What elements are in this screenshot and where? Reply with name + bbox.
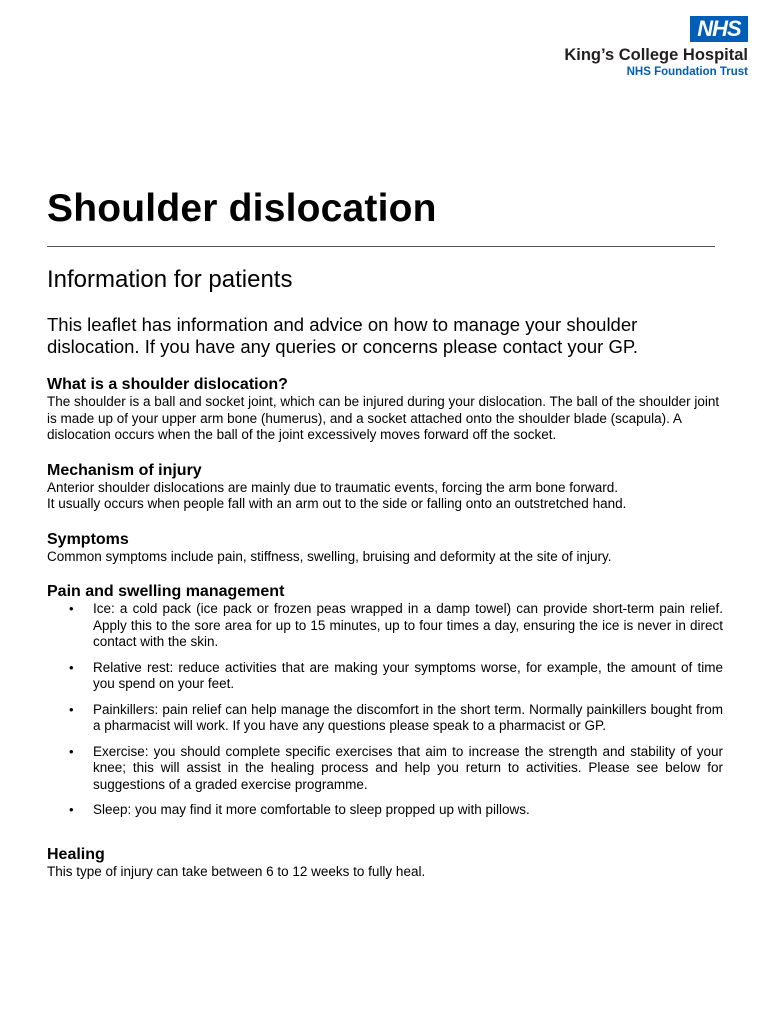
bullet-icon: • xyxy=(69,659,74,675)
section-body: This type of injury can take between 6 to 12 weeks to fully heal. xyxy=(47,863,426,879)
section-healing xyxy=(47,845,723,881)
list-item: • Relative rest: reduce activities that are making your symptoms worse, for example, the amount of time you spend on your feet. xyxy=(69,659,723,691)
title-divider xyxy=(47,246,715,247)
management-list xyxy=(47,601,723,819)
section-heading: Pain and swelling management xyxy=(47,583,285,600)
bullet-icon: • xyxy=(69,802,74,817)
intro-paragraph: This leaflet has information and advice on how to manage your shoulder dislocation. If you have any queries or concerns please contact your GP. xyxy=(47,314,638,357)
list-item: • Ice: a cold pack (ice pack or frozen peas wrapped in a damp towel) can provide short-term pain relief. Apply this to the sore area for up to 15 minutes, up to four times a day, ensuring the ice is never in direct contact with the skin. xyxy=(69,601,723,649)
hospital-logo xyxy=(518,16,748,80)
page-title: Shoulder dislocation xyxy=(47,187,437,230)
section-heading: Mechanism of injury xyxy=(47,461,202,479)
section-symptoms xyxy=(47,530,723,566)
trust-name: NHS Foundation Trust xyxy=(626,66,748,78)
section-pain-management xyxy=(47,582,723,819)
section-body: The shoulder is a ball and socket joint, which can be injured during your dislocation. The ball of the shoulder joint is made up of your upper arm bone (humerus), and a socket attached onto the shoulder blade (scapula). A dislocation occurs when the ball of the joint excessively moves forward off the socket. xyxy=(47,394,720,442)
list-item: • Sleep: you may find it more comfortable to sleep propped up with pillows. xyxy=(69,802,530,817)
section-mechanism xyxy=(47,461,723,513)
nhs-logo-badge: NHS xyxy=(690,16,748,42)
section-heading: What is a shoulder dislocation? xyxy=(47,376,288,393)
section-what-is xyxy=(47,375,723,444)
list-item: • Painkillers: pain relief can help manage the discomfort in the short term. Normally painkillers bought from a pharmacist will work. If you have any questions please speak to a pharmacist or GP. xyxy=(69,701,723,733)
hospital-name: King’s College Hospital xyxy=(564,46,748,64)
bullet-icon: • xyxy=(69,743,74,759)
section-body: Common symptoms include pain, stiffness, swelling, bruising and deformity at the site of injury. xyxy=(47,548,612,564)
section-heading: Healing xyxy=(47,845,105,863)
leaflet-content xyxy=(47,375,723,893)
list-item: • Exercise: you should complete specific exercises that aim to increase the strength and stability of your knee; this will assist in the healing process and help you return to activities. Please see below for suggestions of a graded exercise programme. xyxy=(69,743,723,792)
bullet-icon: • xyxy=(69,601,74,616)
section-body-line: It usually occurs when people fall with an arm out to the side or falling onto an outstretched hand. xyxy=(47,496,627,511)
section-heading: Symptoms xyxy=(47,530,129,548)
page-subtitle: Information for patients xyxy=(47,266,293,293)
bullet-icon: • xyxy=(69,701,74,717)
section-body-line: Anterior shoulder dislocations are mainly due to traumatic events, forcing the arm bone forward. xyxy=(47,479,619,495)
